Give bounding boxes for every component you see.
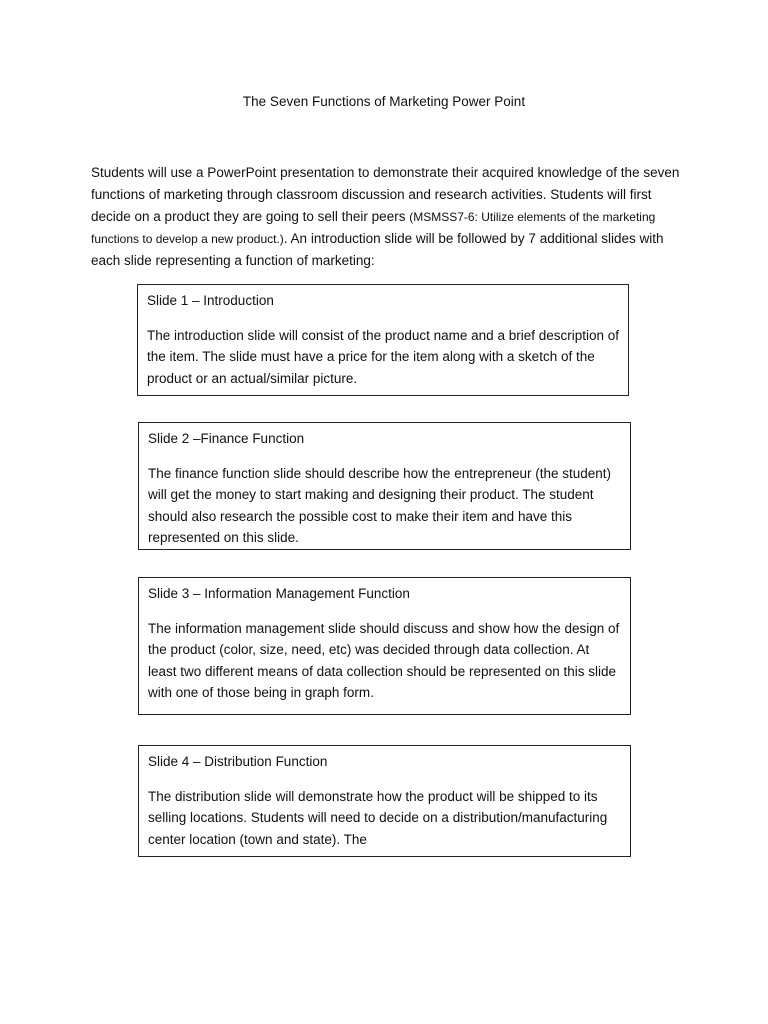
slide-box-2 [138,422,631,550]
slide-heading: Slide 3 – Information Management Function [148,586,410,601]
intro-text-part1: Students will use a PowerPoint presentation to demonstrate their acquired knowledge of the seven functions of marketing through classroom discussion and research activities. Students will first decide on a product they are going to sell their peers [91,165,680,224]
intro-text-part2: . An introduction slide will be followed by 7 additional slides with each slide representing a function of marketing: [91,231,664,268]
slide-description: The information management slide should discuss and show how the design of the product (color, size, need, etc) was decided through data collection. At least two different means of data collection should be represented on this slide with one of those being in graph form. [148,620,620,700]
slide-description: The finance function slide should describe how the entrepreneur (the student) will get the money to start making and designing their product. The student should also research the possible cost to make their item and have this represented on this slide. [148,465,612,545]
slide-box-4 [138,745,631,857]
document-title: The Seven Functions of Marketing Power Point [242,94,526,109]
slide-box-1 [137,284,629,396]
slide-heading: Slide 1 – Introduction [147,293,274,308]
intro-paragraph [91,162,681,272]
slide-heading: Slide 4 – Distribution Function [148,754,328,769]
slide-heading: Slide 2 –Finance Function [148,431,305,446]
standard-reference: (MSMSS7-6: Utilize elements of the marketing functions to develop a new product.) [91,210,656,246]
slide-box-3 [138,577,631,715]
slide-description: The introduction slide will consist of the product name and a brief description of the item. The slide must have a price for the item along with a sketch of the product or an actual/similar picture. [147,327,620,386]
slide-description: The distribution slide will demonstrate how the product will be shipped to its selling locations. Students will need to decide on a distribution/manufacturing center location (town and state). The [148,788,608,847]
